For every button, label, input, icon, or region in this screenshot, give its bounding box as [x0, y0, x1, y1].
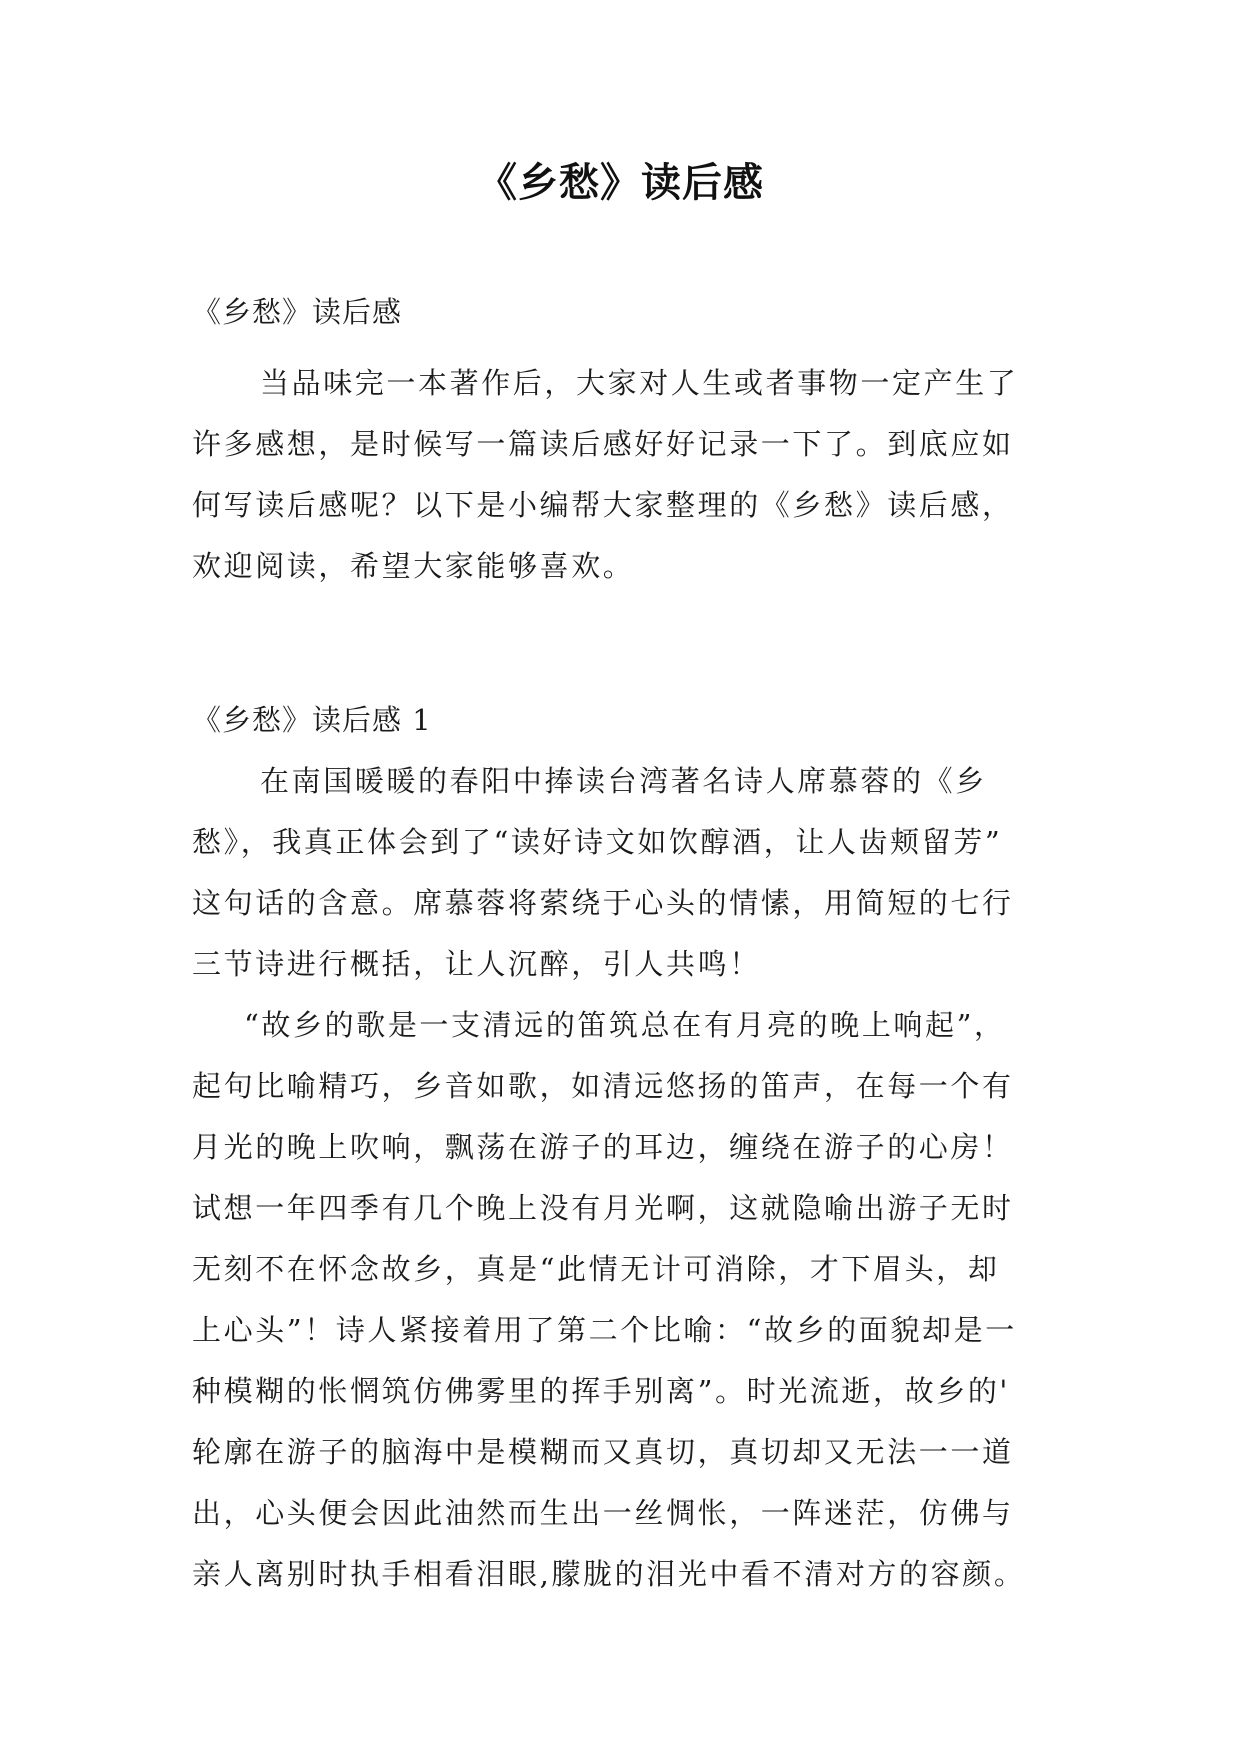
body-line: 亲人离别时执手相看泪眼,朦胧的泪光中看不清对方的容颜。	[192, 1557, 1026, 1591]
body-line: 起句比喻精巧，乡音如歌，如清远悠扬的笛声，在每一个有	[192, 1069, 1014, 1103]
intro-line: 当品味完一本著作后，大家对人生或者事物一定产生了	[260, 366, 1019, 400]
body-line: 轮廓在游子的脑海中是模糊而又真切，真切却又无法一一道	[192, 1435, 1014, 1469]
body-line: 愁》，我真正体会到了“读好诗文如饮醇酒，让人齿颊留芳”	[192, 825, 1003, 859]
body-line: 试想一年四季有几个晚上没有月光啊，这就隐喻出游子无时	[192, 1191, 1014, 1225]
body-line: 三节诗进行概括，让人沉醉，引人共鸣！	[192, 947, 761, 981]
body-line: “故乡的歌是一支清远的笛筑总在有月亮的晚上响起”，	[244, 1008, 1006, 1042]
document-subtitle: 《乡愁》读后感	[192, 295, 403, 329]
body-line: 这句话的含意。席慕蓉将萦绕于心头的情愫，用简短的七行	[192, 886, 1014, 920]
body-line: 月光的晚上吹响，飘荡在游子的耳边，缠绕在游子的心房！	[192, 1130, 1014, 1164]
body-line: 种模糊的怅惘筑仿佛雾里的挥手别离”。时光流逝，故乡的'	[192, 1374, 1010, 1408]
body-line: 在南国暖暖的春阳中捧读台湾著名诗人席慕蓉的《乡	[260, 764, 987, 798]
intro-line: 许多感想，是时候写一篇读后感好好记录一下了。到底应如	[192, 427, 1014, 461]
intro-line: 欢迎阅读，希望大家能够喜欢。	[192, 549, 635, 583]
intro-line: 何写读后感呢？以下是小编帮大家整理的《乡愁》读后感，	[192, 488, 1014, 522]
section-heading: 《乡愁》读后感 1	[192, 703, 432, 737]
document-title: 《乡愁》读后感	[477, 160, 764, 206]
body-line: 出，心头便会因此油然而生出一丝惆怅，一阵迷茫，仿佛与	[192, 1496, 1014, 1530]
body-line: 上心头”！诗人紧接着用了第二个比喻：“故乡的面貌却是一	[192, 1313, 1017, 1347]
body-line: 无刻不在怀念故乡，真是“此情无计可消除，才下眉头，却	[192, 1252, 1000, 1286]
